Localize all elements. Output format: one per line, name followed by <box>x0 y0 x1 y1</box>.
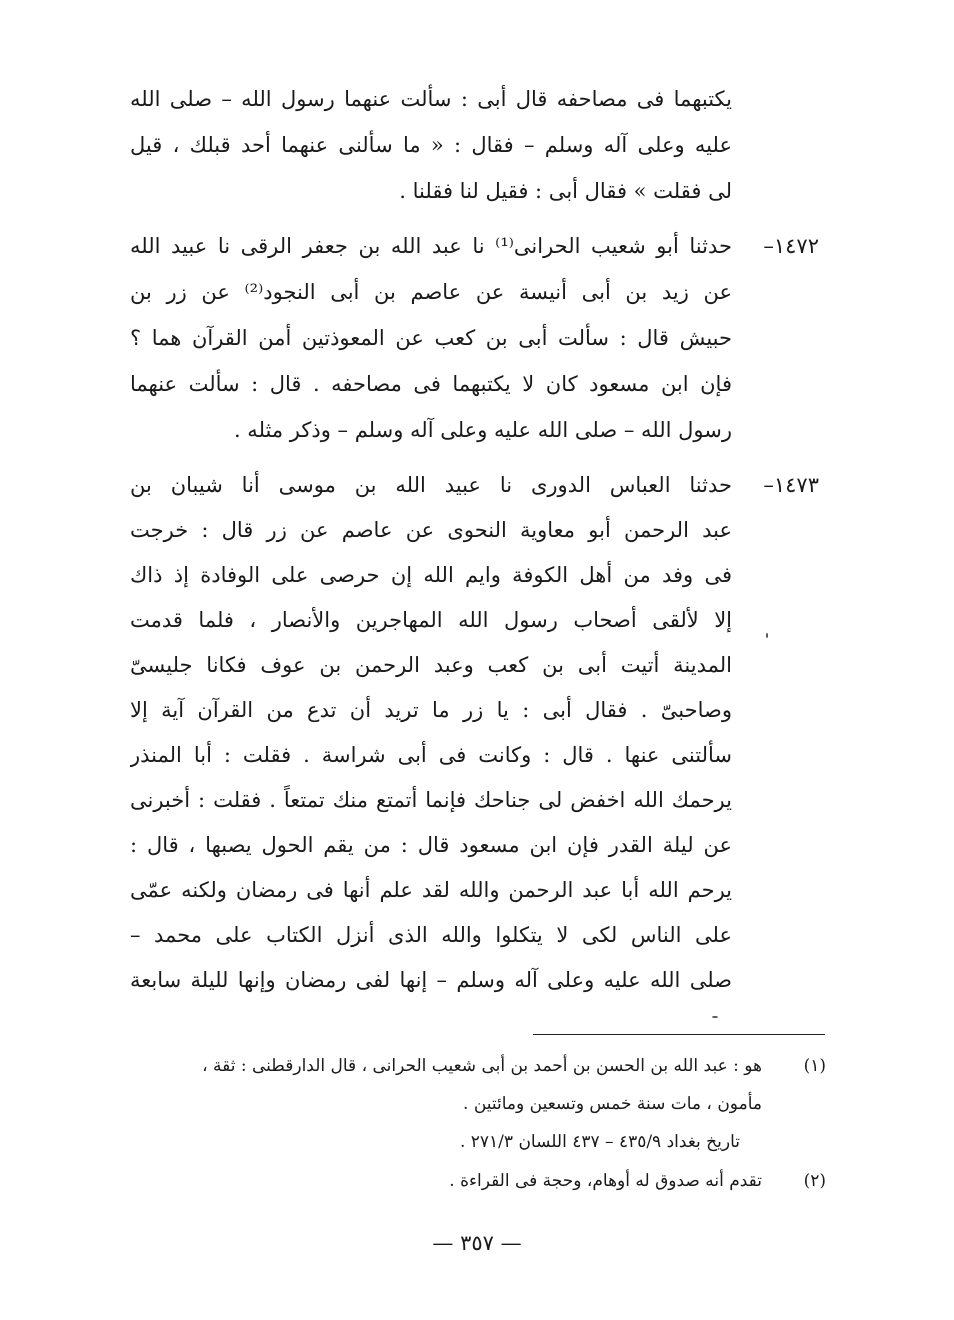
footnote-marker-2: (٢) <box>803 1171 826 1191</box>
scan-speck <box>766 633 768 638</box>
hadith-number-1472: ١٤٧٢– <box>763 234 819 258</box>
footnote-1-line-3: تاريخ بغداد ٤٣٥/٩ – ٤٣٧ اللسان ٢٧١/٣ . <box>459 1132 740 1152</box>
hadith-1473-line-2: عبد الرحمن أبو معاوية النحوى عن عاصم عن زر قال : خرجت <box>130 518 732 542</box>
hadith-1472-line-3: حبيش قال : سألت أبى بن كعب عن المعوذتين أمن القرآن هما ؟ <box>130 326 732 350</box>
continuation-line-1: يكتبهما فى مصاحفه قال أبى : سألت عنهما رسول الله – صلى الله <box>130 87 732 111</box>
continuation-line-3: لى فقلت » فقال أبى : فقيل لنا فقلنا . <box>399 179 732 203</box>
hadith-1473-line-12: صلى الله عليه وعلى آله وسلم – إنها لفى رمضان وإنها لليلة سابعة <box>130 968 732 992</box>
hadith-1472-line-2: عن زيد بن أبى أنيسة عن عاصم بن أبى النجود⁽²⁾ عن زر بن <box>130 280 732 304</box>
hadith-number-1473: ١٤٧٣– <box>763 473 819 497</box>
hadith-1473-line-3: فى وفد من أهل الكوفة وايم الله إن حرصى على الوفادة إذ ذاك <box>130 563 732 587</box>
hadith-1472-line-1: حدثنا أبو شعيب الحرانى⁽¹⁾ نا عبد الله بن جعفر الرقى نا عبيد الله <box>130 234 732 258</box>
hadith-1472-line-4: فإن ابن مسعود كان لا يكتبهما فى مصاحفه . قال : سألت عنهما <box>130 372 732 396</box>
continuation-line-2: عليه وعلى آله وسلم – فقال : « ما سألنى عنهما أحد قبلك ، قيل <box>130 133 732 157</box>
hadith-1472-line-5: رسول الله – صلى الله عليه وعلى آله وسلم – وذكر مثله . <box>233 418 732 442</box>
hadith-1473-line-5: المدينة أتيت أبى بن كعب وعبد الرحمن بن عوف فكانا جليسىّ <box>130 653 732 677</box>
footnote-2-line-1: تقدم أنه صدوق له أوهام، وحجة فى القراءة . <box>449 1171 762 1191</box>
hadith-1473-line-7: سألتنى عنها . قال : وكانت فى أبى شراسة . فقلت : أبا المنذر <box>130 743 732 767</box>
hadith-1473-line-10: يرحم الله أبا عبد الرحمن والله لقد علم أنها فى رمضان ولكنه عمّى <box>130 878 732 902</box>
footnote-1-line-2: مأمون ، مات سنة خمس وتسعين ومائتين . <box>463 1094 762 1114</box>
hadith-1473-line-8: يرحمك الله اخفض لى جناحك فإنما أتمتع منك تمتعاً . فقلت : أخبرنى <box>130 788 732 812</box>
hadith-1473-line-11: على الناس لكى لا يتكلوا والله الذى أنزل الكتاب على محمد – <box>130 923 732 947</box>
footnote-separator <box>533 1034 825 1035</box>
scan-speck <box>712 1016 718 1018</box>
hadith-1473-line-1: حدثنا العباس الدورى نا عبيد الله بن موسى أنا شيبان بن <box>130 473 732 497</box>
page-number: — ٣٥٧ — <box>432 1231 522 1255</box>
footnote-1-line-1: هو : عبد الله بن الحسن بن أحمد بن أبى شعيب الحرانى ، قال الدارقطنى : ثقة ، <box>202 1056 762 1076</box>
hadith-1473-line-9: عن ليلة القدر فإن ابن مسعود قال : من يقم الحول يصبها ، قال : <box>130 833 732 857</box>
hadith-1473-line-6: وصاحبىّ . فقال أبى : يا زر ما تريد أن تدع من القرآن آية إلا <box>130 698 732 722</box>
footnote-marker-1: (١) <box>803 1056 826 1076</box>
hadith-1473-line-4: إلا لألقى أصحاب رسول الله المهاجرين والأنصار ، فلما قدمت <box>130 608 732 632</box>
